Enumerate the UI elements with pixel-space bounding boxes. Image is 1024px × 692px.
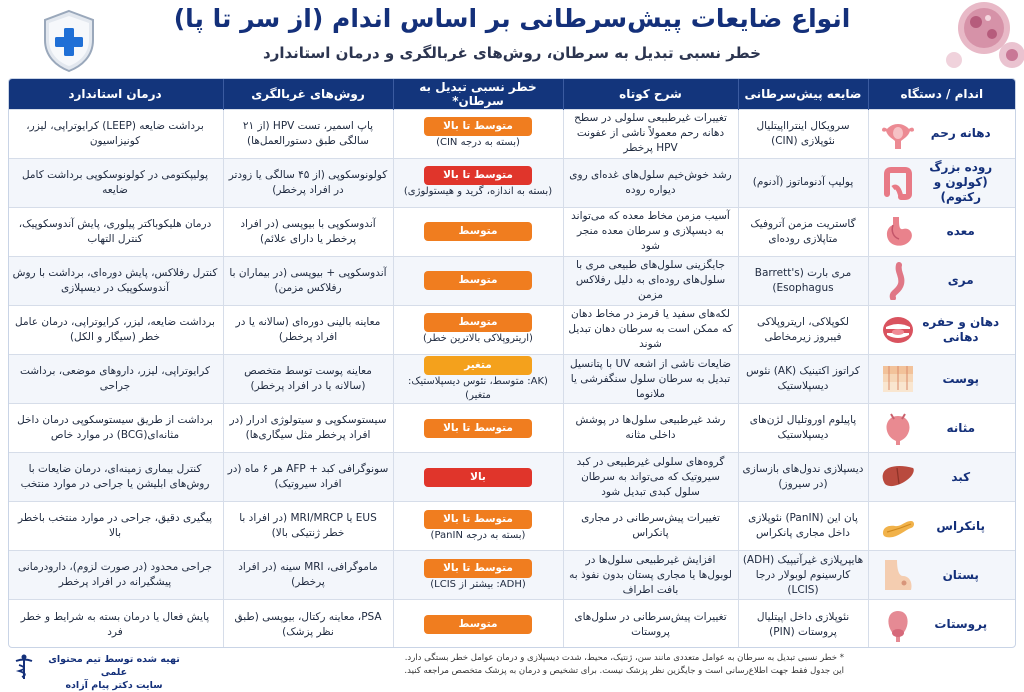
organ-name: دهان و حفره دهانی [922, 314, 1000, 344]
organ-cell [868, 453, 1015, 502]
mouth-icon [879, 311, 917, 349]
treatment-cell: کنترل بیماری زمینه‌ای، درمان ضایعات با روش‌های ابلیشن یا جراحی در موارد منتخب [8, 453, 223, 502]
risk-cell [393, 404, 563, 453]
screening-cell: سونوگرافی کبد + AFP هر ۶ ماه (در افراد سیروتیک) [223, 453, 393, 502]
risk-badge: متوسط تا بالا [424, 419, 532, 438]
description-cell: افزایش غیرطبیعی سلول‌ها در لوبول‌ها یا مجاری پستان بدون نفوذ به بافت اطراف [563, 551, 738, 600]
lesion-cell: کراتوز اکتینیک (AK) نئوس دیسپلاستیک [738, 354, 868, 403]
risk-cell [393, 158, 563, 207]
table-row [8, 207, 1015, 256]
screening-cell: معاینه پوست توسط متخصص (سالانه یا در افراد پرخطر) [223, 354, 393, 403]
description-cell: جایگزینی سلول‌های طبیعی مری با سلول‌های روده‌ای به دلیل رفلاکس مزمن [563, 256, 738, 305]
screening-cell: EUS یا MRI/MRCP (در افراد با خطر ژنتیکی بالا) [223, 502, 393, 551]
header [0, 0, 1024, 78]
bladder-icon [879, 409, 917, 447]
risk-cell [393, 551, 563, 600]
organ-name: پستان [942, 567, 979, 582]
prostate-icon [879, 606, 917, 644]
screening-cell: ماموگرافی، MRI سینه (در افراد پرخطر) [223, 551, 393, 600]
table-row [8, 158, 1015, 207]
description-cell: تغییرات پیش‌سرطانی در مجاری پانکراس [563, 502, 738, 551]
esophagus-icon [879, 262, 917, 300]
risk-badge: متوسط [424, 313, 532, 332]
colon-icon [879, 164, 917, 202]
breast-icon [879, 556, 917, 594]
screening-cell: معاینه بالینی دوره‌ای (سالانه یا در افراد پرخطر) [223, 305, 393, 354]
treatment-cell: برداشت ضایعه، لیزر، کرایوتراپی، درمان عامل خطر (سیگار و الکل) [8, 305, 223, 354]
organ-cell [868, 158, 1015, 207]
page-title: انواع ضایعات پیش‌سرطانی بر اساس اندام (از سر تا پا) [173, 4, 851, 33]
risk-badge: متوسط تا بالا [424, 559, 532, 578]
organ-cell [868, 256, 1015, 305]
lesion-cell: پان این (PanIN) نئوپلازی داخل مجاری پانکراس [738, 502, 868, 551]
footer [0, 650, 1024, 691]
risk-cell [393, 453, 563, 502]
risk-cell [393, 256, 563, 305]
table-row [8, 109, 1015, 158]
uterus-icon [879, 115, 917, 153]
description-cell: رشد غیرطبیعی سلول‌ها در پوشش داخلی مثانه [563, 404, 738, 453]
risk-badge: متوسط [424, 271, 532, 290]
description-cell: تغییرات پیش‌سرطانی در سلول‌های پروستات [563, 600, 738, 648]
table-row [8, 600, 1015, 648]
organ-name: مری [947, 273, 974, 288]
lesion-cell: مری بارت (Barrett's Esophagus) [738, 256, 868, 305]
treatment-cell: پیگیری دقیق، جراحی در موارد منتخب باخطر بالا [8, 502, 223, 551]
table-row [8, 256, 1015, 305]
organ-cell [868, 551, 1015, 600]
organ-cell [868, 502, 1015, 551]
organ-cell [868, 207, 1015, 256]
description-cell: رشد خوش‌خیم سلول‌های غده‌ای روی دیواره روده [563, 158, 738, 207]
caduceus-logo-icon [10, 653, 38, 681]
column-header-risk: خطر نسبی تبدیل به سرطان* [393, 79, 563, 109]
risk-note: (بسته به اندازه، گرید و هیستولوژی) [403, 186, 553, 198]
credit-line-2: سایت دکتر پیام آزاده [65, 680, 163, 691]
organ-name: پروستات [934, 617, 988, 632]
credit-line-1: تهیه شده توسط تیم محتوای علمی [48, 654, 180, 678]
organ-name: روده بزرگ (کولون و رکتوم) [929, 160, 993, 205]
treatment-cell: کرایوتراپی، لیزر، داروهای موضعی، برداشت جراحی [8, 354, 223, 403]
treatment-cell: برداشت ضایعه (LEEP) کرایوتراپی، لیزر، کونیزاسیون [8, 109, 223, 158]
risk-badge: متوسط تا بالا [424, 166, 532, 185]
table-body [8, 109, 1015, 648]
lesion-cell: سرویکال اینترااپیتلیال نئوپلازی (CIN) [738, 109, 868, 158]
lesion-cell: هایپرپلازی غیرآتیپیک (ADH) کارسینوم لوبولار درجا (LCIS) [738, 551, 868, 600]
risk-note: (اریتروپلاکی بالاترین خطر) [423, 333, 533, 345]
description-cell: ضایعات ناشی از اشعه UV با پتانسیل تبدیل به سرطان سلول سنگفرشی یا ملانوما [563, 354, 738, 403]
lesion-cell: پاپیلوم اوروتلیال لژن‌های دیسپلاستیک [738, 404, 868, 453]
footnote-line-1: * خطر نسبی تبدیل به سرطان به عوامل متعددی مانند سن، ژنتیک، محیط، شدت دیسپلازی و درمان عوامل خطر بستگی دارد. [404, 653, 844, 663]
treatment-cell: برداشت از طریق سیستوسکوپی درمان داخل مثانه‌ای(BCG) در موارد خاص [8, 404, 223, 453]
risk-badge: متوسط تا بالا [424, 117, 532, 136]
organ-name: پوست [942, 371, 980, 386]
screening-cell: کولونوسکوپی (از ۴۵ سالگی یا زودتر در افراد پرخطر) [223, 158, 393, 207]
stomach-icon [879, 213, 917, 251]
description-cell: تغییرات غیرطبیعی سلولی در سطح دهانه رحم معمولاً ناشی از عفونت HPV پرخطر [563, 109, 738, 158]
risk-badge: متوسط [424, 615, 532, 634]
risk-cell [393, 502, 563, 551]
organ-name: دهانه رحم [930, 126, 991, 141]
risk-badge: متوسط تا بالا [424, 510, 532, 529]
column-header-description: شرح کوتاه [563, 79, 738, 109]
shield-icon [40, 8, 98, 74]
cells-illustration-icon [914, 0, 1024, 80]
table-row [8, 502, 1015, 551]
credit [44, 653, 184, 692]
pancreas-icon [879, 507, 917, 545]
risk-cell [393, 109, 563, 158]
risk-note: (بسته به درجه CIN) [436, 137, 520, 149]
organ-name: معده [946, 224, 975, 239]
table-row [8, 305, 1015, 354]
treatment-cell: پولیپکتومی در کولونوسکوپی برداشت کامل ضایعه [8, 158, 223, 207]
column-header-organ: اندام / دستگاه [868, 79, 1015, 109]
column-header-screening: روش‌های غربالگری [223, 79, 393, 109]
risk-badge: متغیر [424, 356, 532, 375]
risk-note: (AK: متوسط، نئوس دیسپلاستیک: متغیر) [408, 375, 548, 401]
treatment-cell: جراحی محدود (در صورت لزوم)، دارودرمانی پیشگیرانه در افراد پرخطر [8, 551, 223, 600]
risk-badge: متوسط [424, 222, 532, 241]
page-subtitle: خطر نسبی تبدیل به سرطان، روش‌های غربالگری و درمان استاندارد [263, 44, 761, 62]
liver-icon [879, 458, 917, 496]
risk-cell [393, 600, 563, 648]
skin-icon [879, 360, 917, 398]
organ-cell [868, 600, 1015, 648]
organ-cell [868, 109, 1015, 158]
lesion-cell: پولیپ آدنوماتوز (آدنوم) [738, 158, 868, 207]
footnote [184, 652, 844, 678]
treatment-cell: درمان هلیکوباکتر پیلوری، پایش آندوسکوپیک، کنترل التهاب [8, 207, 223, 256]
risk-note: (بسته به درجه PanIN) [430, 529, 526, 541]
column-header-lesion: ضایعه پیش‌سرطانی [738, 79, 868, 109]
treatment-cell: پایش فعال یا درمان بسته به شرایط و خطر فرد [8, 600, 223, 648]
table-header-row [8, 79, 1015, 109]
table-row [8, 354, 1015, 403]
table-row [8, 404, 1015, 453]
organ-name: پانکراس [936, 518, 986, 533]
description-cell: لکه‌های سفید یا قرمز در مخاط دهان که ممکن است به سرطان دهان تبدیل شوند [563, 305, 738, 354]
organ-cell [868, 354, 1015, 403]
treatment-cell: کنترل رفلاکس، پایش دوره‌ای، برداشت با روش آندوسکوپیک در دیسپلازی [8, 256, 223, 305]
risk-note: (ADH: بیشتر از LCIS) [430, 578, 526, 590]
table-row [8, 453, 1015, 502]
description-cell: آسیب مزمن مخاط معده که می‌تواند به دیسپلازی و سرطان معده منجر شود [563, 207, 738, 256]
risk-badge: بالا [424, 468, 532, 487]
footnote-line-2: این جدول فقط جهت اطلاع‌رسانی است و جایگزین نظر پزشک نیست. برای تشخیص و درمان به پزشک متخصص مراجعه کنید. [404, 666, 844, 676]
organ-cell [868, 305, 1015, 354]
column-header-treatment: درمان استاندارد [8, 79, 223, 109]
screening-cell: آندوسکوپی با بیوپسی (در افراد پرخطر یا دارای علائم) [223, 207, 393, 256]
screening-cell: سیستوسکوپی و سیتولوژی ادرار (در افراد پرخطر مثل سیگاری‌ها) [223, 404, 393, 453]
risk-cell [393, 305, 563, 354]
table-row [8, 551, 1015, 600]
risk-cell [393, 354, 563, 403]
lesion-cell: نئوپلازی داخل اپیتلیال پروستات (PIN) [738, 600, 868, 648]
risk-cell [393, 207, 563, 256]
organ-name: مثانه [946, 420, 976, 435]
lesion-cell: دیسپلازی ندول‌های بازسازی (در سیروز) [738, 453, 868, 502]
screening-cell: آندوسکوپی + بیوپسی (در بیماران با رفلاکس مزمن) [223, 256, 393, 305]
screening-cell: PSA، معاینه رکتال، بیوپسی (طبق نظر پزشک) [223, 600, 393, 648]
description-cell: گروه‌های سلولی غیرطبیعی در کبد سیروتیک که می‌تواند به سرطان سلول کبدی تبدیل شود [563, 453, 738, 502]
lesion-cell: لکوپلاکی، اریتروپلاکی فیبروز زیرمخاطی [738, 305, 868, 354]
organ-cell [868, 404, 1015, 453]
lesion-cell: گاستریت مزمن آتروفیک متاپلازی روده‌ای [738, 207, 868, 256]
precancer-table [8, 78, 1016, 648]
screening-cell: پاپ اسمیر، تست HPV (از ۲۱ سالگی طبق دستورالعمل‌ها) [223, 109, 393, 158]
organ-name: کبد [951, 469, 971, 484]
